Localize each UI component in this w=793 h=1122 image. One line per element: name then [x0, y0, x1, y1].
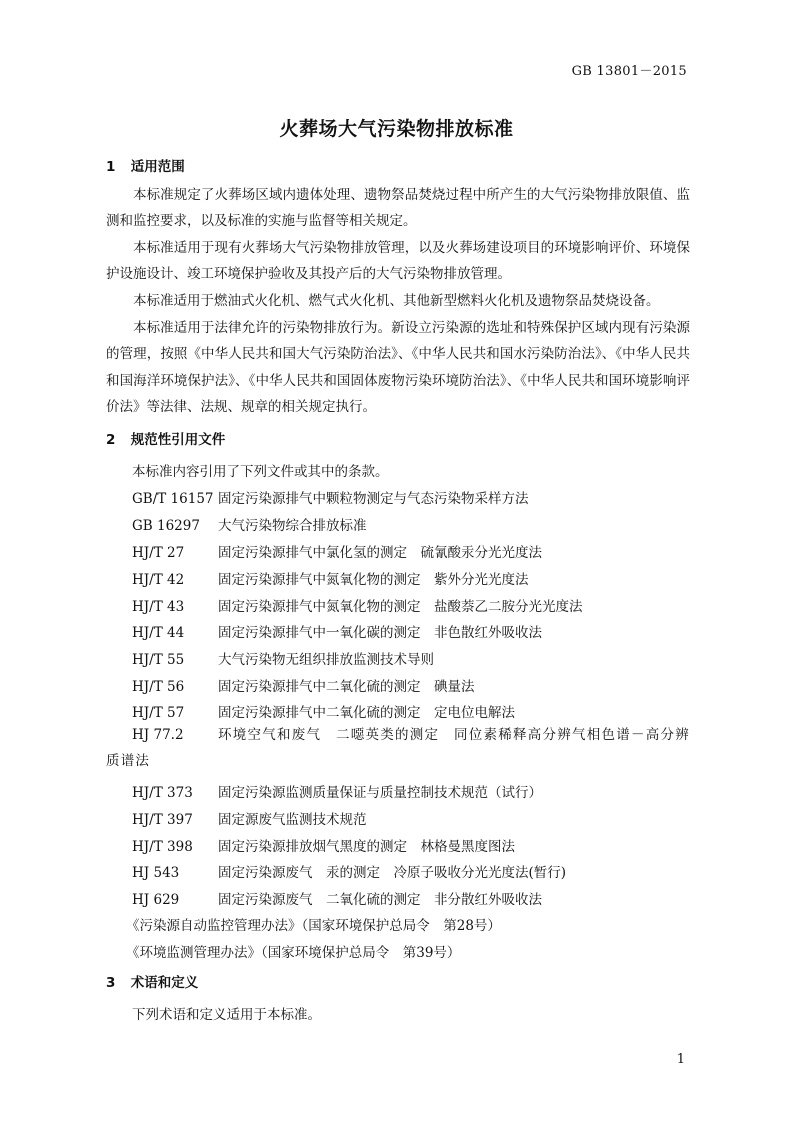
reference-code: HJ 629 [132, 892, 180, 908]
section-2-heading [106, 428, 225, 448]
reference-code: HJ/T 43 [132, 599, 185, 615]
reference-title: 固定污染源排放烟气黑度的测定 林格曼黑度图法 [218, 839, 515, 855]
section-title: 适用范围 [130, 159, 185, 175]
reference-title: 大气污染物综合排放标准 [218, 518, 367, 534]
reference-code: HJ/T 44 [132, 625, 185, 641]
reference-code: HJ/T 42 [132, 572, 185, 588]
reference-code: HJ 543 [132, 865, 180, 881]
reference-item [132, 514, 690, 534]
reference-title: 固定污染源排气中一氧化碳的测定 非色散红外吸收法 [218, 625, 542, 641]
reference-title: 固定污染源排气中氮氧化物的测定 盐酸萘乙二胺分光光度法 [218, 599, 583, 615]
section-intro: 下列术语和定义适用于本标准。 [132, 1007, 321, 1023]
regulation-item: 《环境监测管理办法》（国家环境保护总局令 第39号） [126, 945, 461, 961]
section-intro: 本标准内容引用了下列文件或其中的条款。 [132, 464, 389, 480]
paragraph: 本标准适用于法律允许的污染物排放行为。新设立污染源的选址和特殊保护区域内现有污染源的管理，按照《中华人民共和国大气污染防治法》、《中华人民共和国水污染防治法》、《中华人民共和国海洋环境保护法》、《中华人民共和国固体废物污染环境防治法》、《中华人民共和国环境影响评价法》等法律、法规、规章的相关规定执行。 [106, 320, 690, 415]
paragraph: 本标准适用于燃油式火化机、燃气式火化机、其他新型燃料火化机及遗物祭品焚烧设备。 [133, 293, 660, 309]
reference-code: HJ/T 56 [132, 679, 185, 695]
reference-title: 固定污染源废气 汞的测定 冷原子吸收分光光度法(暂行) [218, 865, 567, 881]
reference-item [132, 808, 690, 828]
reference-item [132, 888, 690, 908]
reference-item [132, 621, 690, 641]
reference-code: GB 16297 [132, 518, 200, 534]
reference-code: HJ/T 373 [132, 785, 193, 801]
reference-code: HJ/T 27 [132, 545, 185, 561]
reference-item [132, 568, 690, 588]
reference-code: GB/T 16157 [132, 491, 214, 507]
section-number: 2 [106, 432, 116, 448]
reference-item [132, 648, 690, 668]
reference-item [106, 722, 690, 775]
reference-item [132, 835, 690, 855]
reference-code: HJ 77.2 [132, 727, 184, 743]
reference-item [132, 675, 690, 695]
reference-title: 固定污染源排气中颗粒物测定与气态污染物采样方法 [218, 491, 529, 507]
reference-code: HJ/T 57 [132, 705, 185, 721]
section-title: 规范性引用文件 [130, 432, 226, 448]
reference-title: 固定污染源排气中氮氧化物的测定 紫外分光光度法 [218, 572, 529, 588]
reference-title: 固定污染源排气中二氧化硫的测定 碘量法 [218, 679, 475, 695]
section-3-heading [106, 971, 198, 991]
section-title: 术语和定义 [130, 975, 199, 991]
section-1-heading [106, 155, 185, 175]
reference-item [132, 781, 690, 801]
reference-item [132, 595, 690, 615]
section-number: 3 [106, 975, 116, 991]
reference-title: 固定污染源排气中氯化氢的测定 硫氰酸汞分光光度法 [218, 545, 542, 561]
reference-code: HJ/T 55 [132, 652, 185, 668]
reference-item [132, 701, 690, 721]
paragraph: 本标准规定了火葬场区域内遗体处理、遗物祭品焚烧过程中所产生的大气污染物排放限值、监测和监控要求，以及标准的实施与监督等相关规定。 [106, 187, 690, 230]
reference-code: HJ/T 397 [132, 812, 193, 828]
reference-title: 固定污染源排气中二氧化硫的测定 定电位电解法 [218, 705, 515, 721]
reference-item [132, 541, 690, 561]
reference-item [132, 861, 690, 881]
section-number: 1 [106, 159, 116, 175]
reference-item [132, 487, 690, 507]
reference-title: 固定污染源监测质量保证与质量控制技术规范（试行） [218, 785, 542, 801]
reference-title: 大气污染物无组织排放监测技术导则 [218, 652, 434, 668]
standard-number: GB 13801－2015 [571, 64, 687, 79]
reference-code: HJ/T 398 [132, 839, 193, 855]
page-number: 1 [676, 1052, 685, 1067]
paragraph: 本标准适用于现有火葬场大气污染物排放管理，以及火葬场建设项目的环境影响评价、环境保护设施设计、竣工环境保护验收及其投产后的大气污染物排放管理。 [106, 240, 690, 283]
reference-title: 环境空气和废气 二噁英类的测定 同位素稀释高分辨气相色谱－高分辨质谱法 [106, 727, 690, 770]
reference-title: 固定源废气监测技术规范 [218, 812, 367, 828]
regulation-item: 《污染源自动监控管理办法》（国家环境保护总局令 第28号） [126, 918, 501, 934]
reference-title: 固定污染源废气 二氧化硫的测定 非分散红外吸收法 [218, 892, 542, 908]
document-title: 火葬场大气污染物排放标准 [279, 118, 514, 140]
